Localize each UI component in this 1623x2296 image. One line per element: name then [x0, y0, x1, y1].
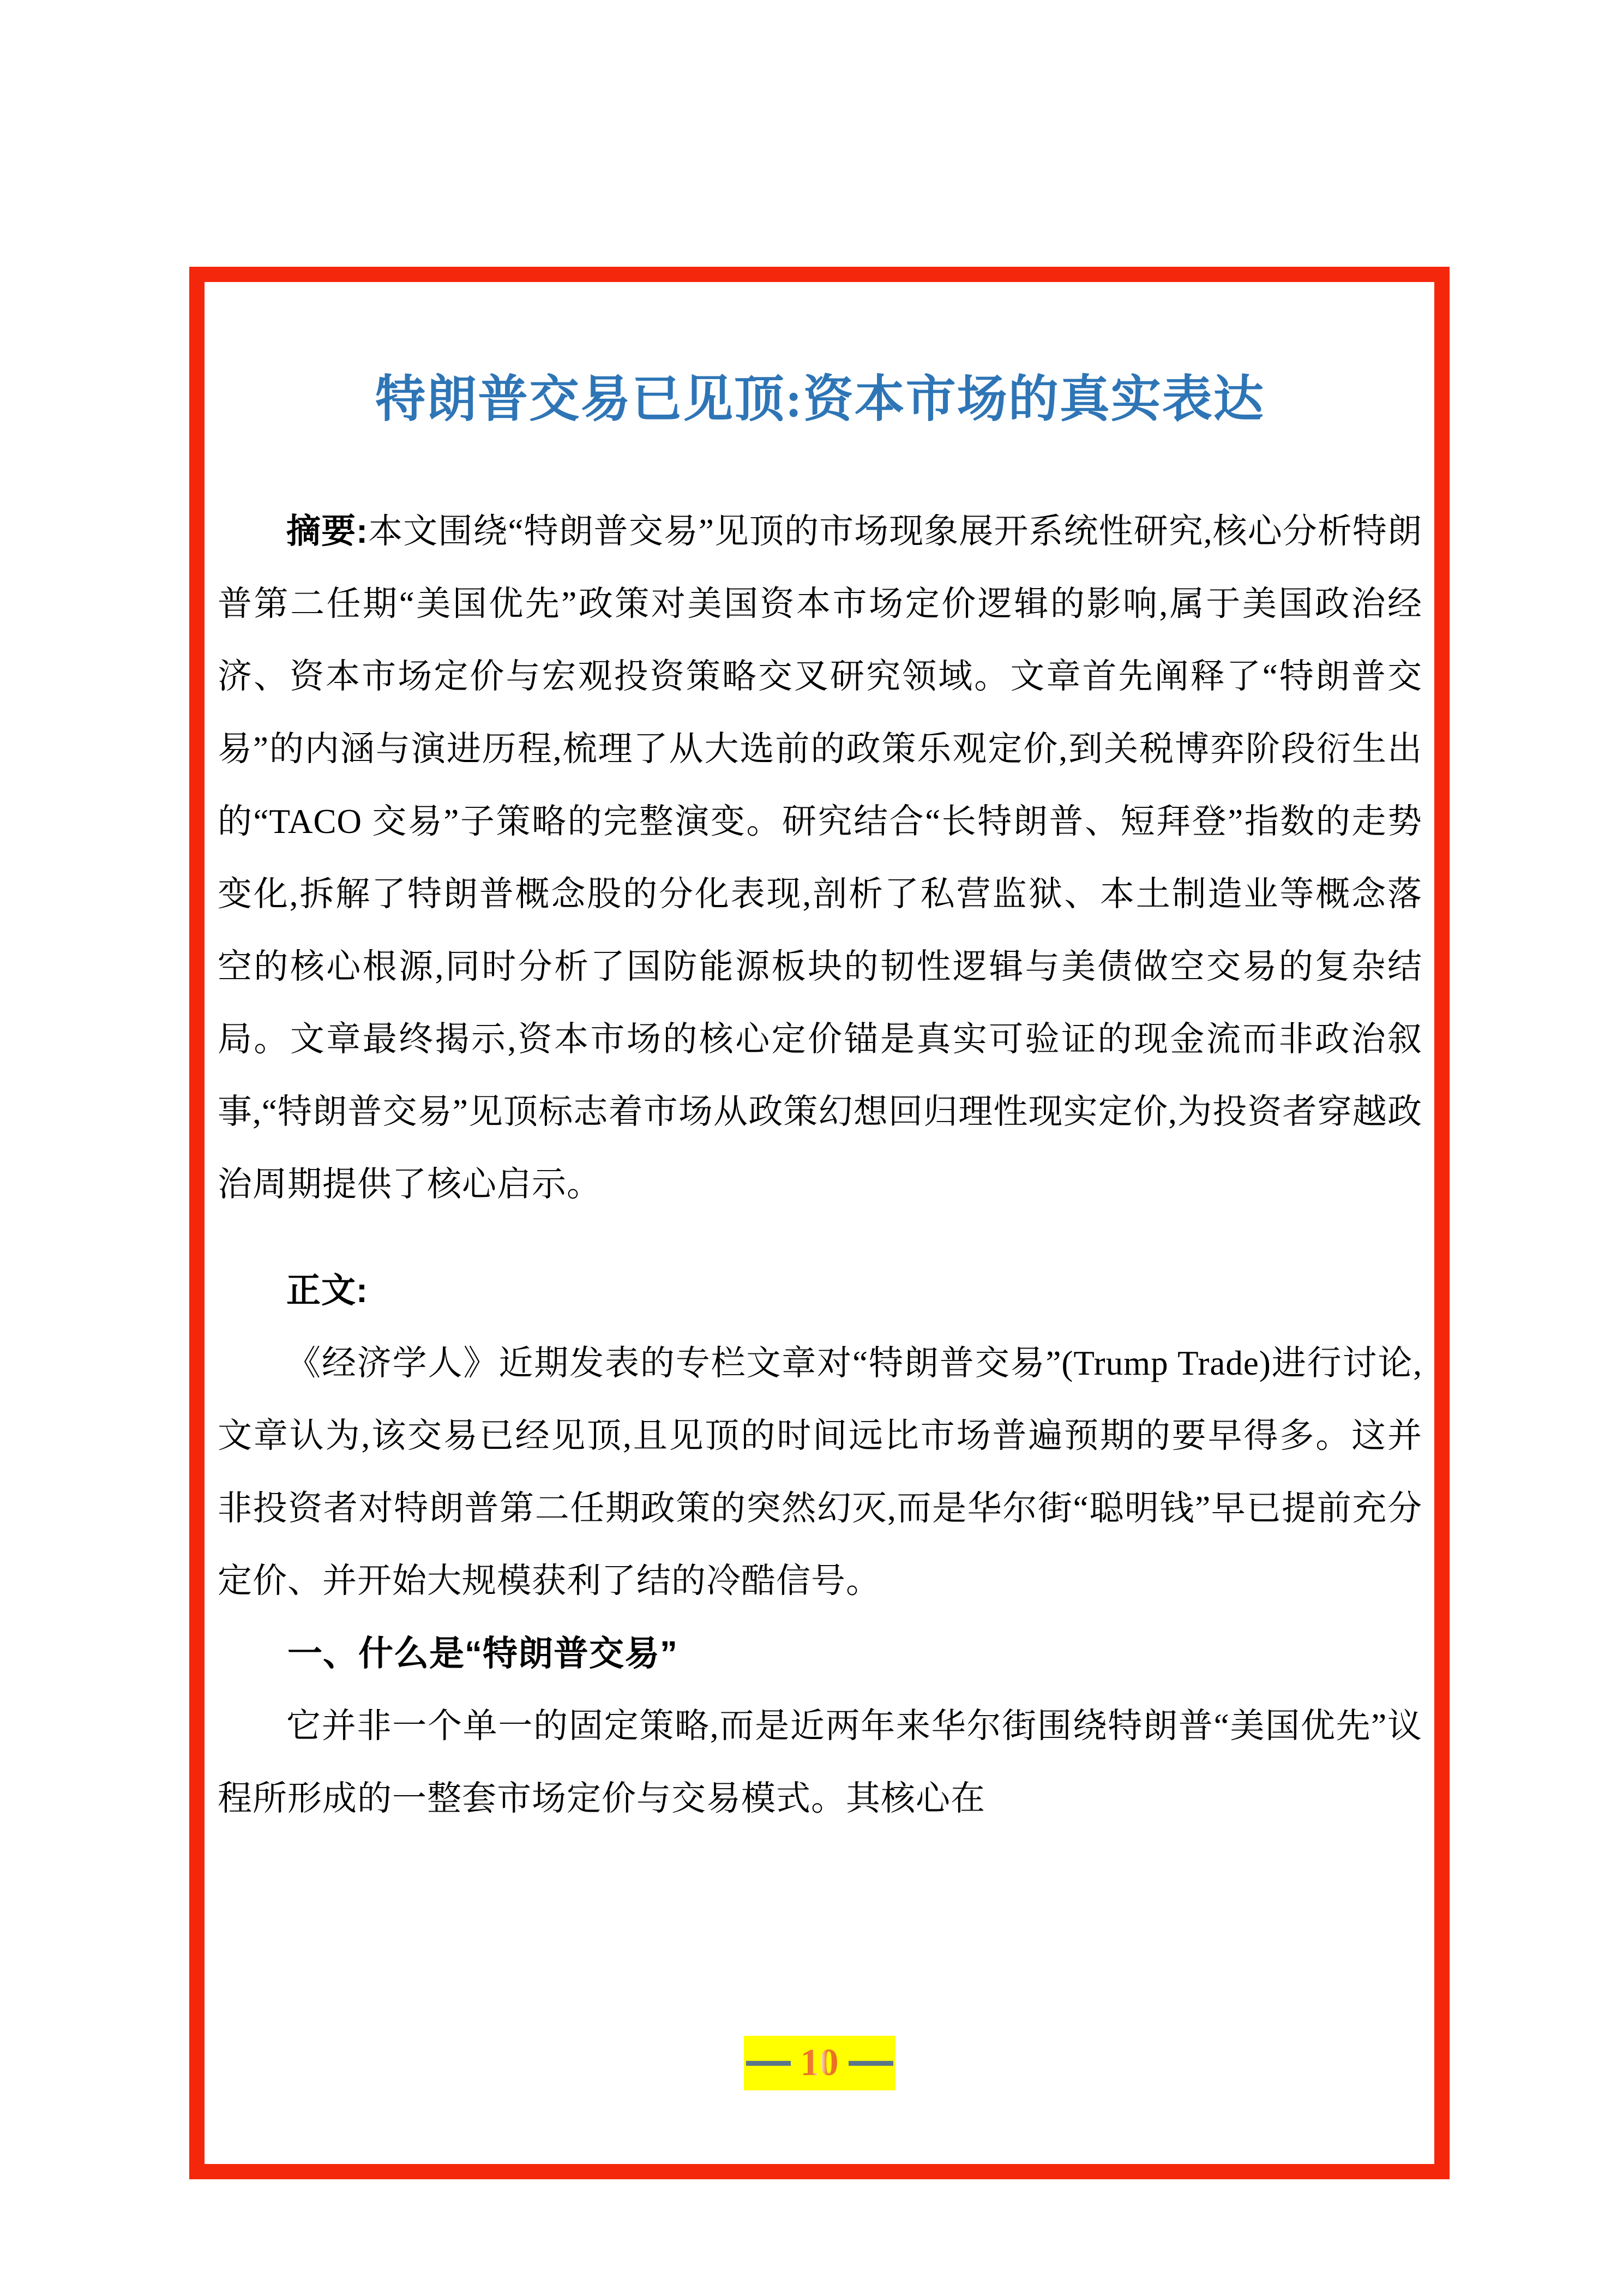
body-section-label: 正文: — [286, 1272, 368, 1310]
page-content — [205, 282, 1434, 2164]
footer-dash-right — [849, 2061, 893, 2066]
abstract-label: 摘要: — [286, 512, 369, 550]
footer-dash-left — [746, 2061, 791, 2066]
page-number-footer — [744, 2036, 895, 2090]
page-border-frame — [189, 267, 1450, 2179]
abstract-paragraph — [218, 495, 1422, 1221]
document-title: 特朗普交易已见顶:资本市场的真实表达 — [375, 371, 1265, 427]
body-paragraph-1: 《经济学人》近期发表的专栏文章对“特朗普交易”(Trump Trade)进行讨论,文章认为,该交易已经见顶,且见顶的时间远比市场普遍预期的要早得多。这并非投资者对特朗普第二任期政策的突然幻灭,而是华尔街“聪明钱”早已提前充分定价、并开始大规模获利了结的冷酷信号。 — [218, 1344, 1422, 1600]
body-paragraph-2: 它并非一个单一的固定策略,而是近两年来华尔街围绕特朗普“美国优先”议程所形成的一整套市场定价与交易模式。其核心在 — [218, 1707, 1422, 1818]
section-heading-1: 一、什么是“特朗普交易” — [287, 1634, 678, 1673]
abstract-text: 本文围绕“特朗普交易”见顶的市场现象展开系统性研究,核心分析特朗普第二任期“美国优先”政策对美国资本市场定价逻辑的影响,属于美国政治经济、资本市场定价与宏观投资策略交叉研究领域。文章首先阐释了“特朗普交易”的内涵与演进历程,梳理了从大选前的政策乐观定价,到关税博弈阶段衍生出的“TACO 交易”子策略的完整演变。研究结合“长特朗普、短拜登”指数的走势变化,拆解了特朗普概念股的分化表现,剖析了私营监狱、本土制造业等概念落空的核心根源,同时分析了国防能源板块的韧性逻辑与美债做空交易的复杂结局。文章最终揭示,资本市场的核心定价锚是真实可验证的现金流而非政治叙事,“特朗普交易”见顶标志着市场从政策幻想回归理性现实定价,为投资者穿越政治周期提供了核心启示。 — [218, 512, 1422, 1203]
page-number: 10 — [800, 2042, 839, 2084]
